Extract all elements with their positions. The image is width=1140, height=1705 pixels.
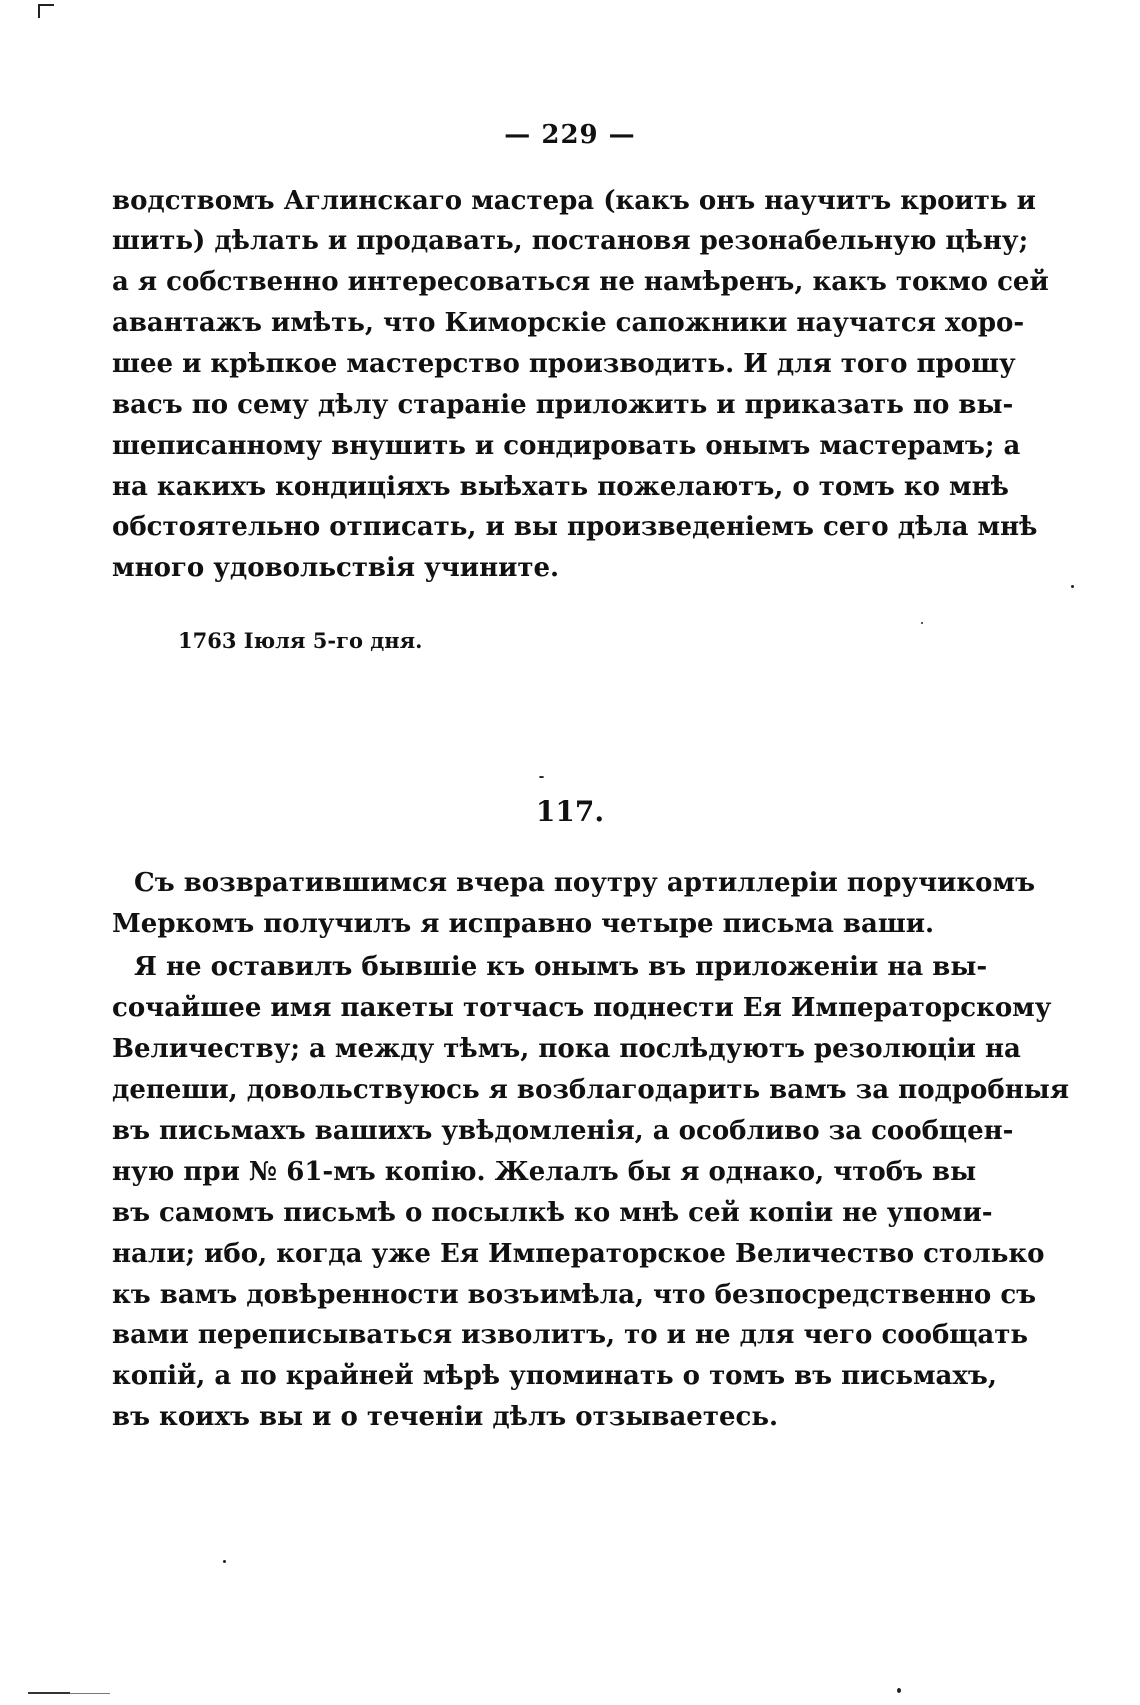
page-number: — 229 —: [504, 120, 636, 150]
text-line: депеши, довольствуюсь я возблагодарить вамъ за подробныя: [112, 1075, 1070, 1105]
text-line: много удовольствія учините.: [112, 553, 560, 583]
text-line: въ коихъ вы и о теченіи дѣлъ отзываетесь.: [112, 1402, 779, 1432]
text-line: шеписанному внушить и сондировать онымъ мастерамъ; а: [112, 431, 1021, 461]
scan-corner-mark: [38, 4, 54, 18]
scan-speck: [897, 1688, 901, 1693]
scan-edge-mark: [28, 1692, 70, 1694]
text-line: обстоятельно отписать, и вы произведеніемъ сего дѣла мнѣ: [112, 512, 1038, 542]
scan-speck: [539, 776, 544, 778]
text-line: на какихъ кондиціяхъ выѣхать пожелаютъ, о томъ ко мнѣ: [112, 472, 1009, 502]
text-line: Меркомъ получилъ я исправно четыре письма ваши.: [112, 909, 935, 939]
text-line: Съ возвратившимся вчера поутру артиллеріи поручикомъ: [134, 868, 1036, 898]
text-line: Величеству; а между тѣмъ, пока послѣдуютъ резолюціи на: [112, 1034, 1021, 1064]
section-number: 117.: [535, 795, 605, 828]
letter-date: 1763 Іюля 5-го дня.: [178, 628, 423, 653]
scan-speck: [1071, 585, 1074, 588]
scan-speck: [921, 622, 923, 624]
text-line: васъ по сему дѣлу стараніе приложить и приказать по вы-: [112, 390, 1014, 420]
text-line: шить) дѣлать и продавать, постановя резонабельную цѣну;: [112, 226, 1029, 256]
text-line: ную при № 61-мъ копію. Желалъ бы я однако, чтобъ вы: [112, 1157, 977, 1187]
text-line: вами переписываться изволитъ, то и не для чего сообщать: [112, 1320, 1029, 1350]
text-line: Я не оставилъ бывшіе къ онымъ въ приложеніи на вы-: [134, 952, 988, 982]
text-line: водствомъ Аглинскаго мастера (какъ онъ научитъ кроить и: [112, 186, 1036, 216]
text-line: шее и крѣпкое мастерство производить. И для того прошу: [112, 349, 1016, 379]
text-line: нали; ибо, когда уже Ея Императорское Величество столько: [112, 1239, 1045, 1269]
text-line: въ самомъ письмѣ о посылкѣ ко мнѣ сей копіи не упоми-: [112, 1198, 993, 1228]
scan-edge-mark: [70, 1693, 110, 1694]
text-line: сочайшее имя пакеты тотчасъ поднести Ея Императорскому: [112, 993, 1052, 1023]
text-line: въ письмахъ вашихъ увѣдомленія, а особливо за сообщен-: [112, 1116, 1014, 1146]
text-line: авантажъ имѣть, что Киморскіе сапожники научатся хоро-: [112, 308, 1025, 338]
scan-speck: [223, 1560, 226, 1563]
text-line: а я собственно интересоваться не намѣренъ, какъ токмо сей: [112, 267, 1049, 297]
text-line: копій, а по крайней мѣрѣ упоминать о томъ въ письмахъ,: [112, 1361, 997, 1391]
text-line: къ вамъ довѣренности возъимѣла, что безпосредственно съ: [112, 1280, 1037, 1310]
